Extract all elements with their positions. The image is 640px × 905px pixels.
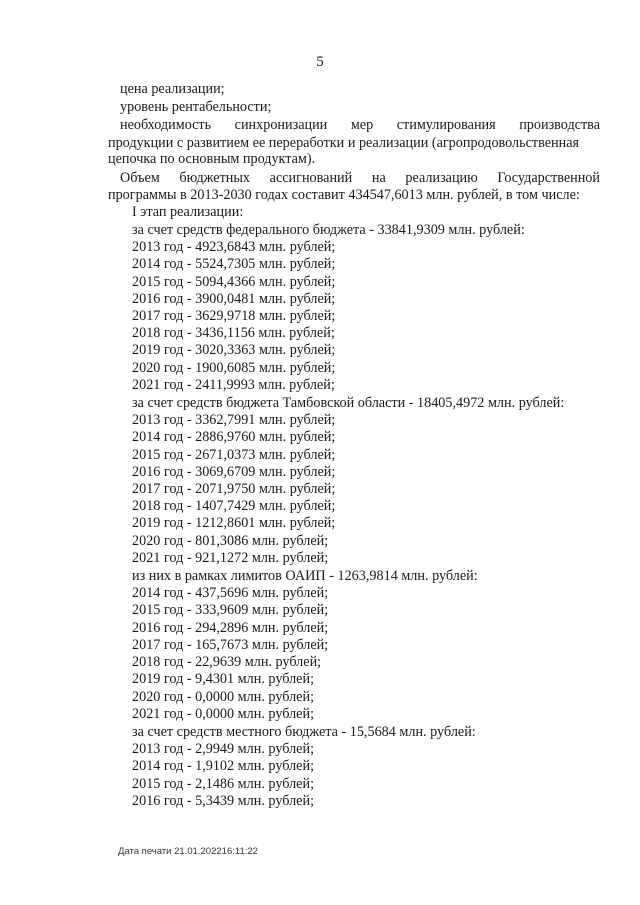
intro-line: цена реализации; xyxy=(120,81,225,97)
paragraph-line: продукции с развитием ее переработки и реализации (агропродовольственная xyxy=(108,134,580,151)
paragraph-line: необходимость синхронизации мер стимулирования производства xyxy=(120,117,600,134)
oaip-year-item: 2014 год - 437,5696 млн. рублей; xyxy=(132,585,329,602)
oaip-year-list xyxy=(108,585,600,723)
paragraph-line: Объем бюджетных ассигнований на реализацию Государственной xyxy=(120,169,600,186)
local-year-item: 2014 год - 1,9102 млн. рублей; xyxy=(132,758,315,775)
regional-year-item: 2016 год - 3069,6709 млн. рублей; xyxy=(132,463,336,480)
regional-year-item: 2019 год - 1212,8601 млн. рублей; xyxy=(132,515,336,532)
federal-year-item: 2014 год - 5524,7305 млн. рублей; xyxy=(132,256,336,273)
paragraph-line: цепочка по основным продуктам). xyxy=(108,150,316,167)
oaip-year-item: 2020 год - 0,0000 млн. рублей; xyxy=(132,688,315,705)
local-year-item: 2015 год - 2,1486 млн. рублей; xyxy=(132,775,315,792)
local-year-list xyxy=(108,741,600,810)
intro-line: уровень рентабельности; xyxy=(120,99,272,116)
regional-year-item: 2014 год - 2886,9760 млн. рублей; xyxy=(132,429,336,446)
federal-year-item: 2020 год - 1900,6085 млн. рублей; xyxy=(132,359,336,376)
federal-year-item: 2021 год - 2411,9993 млн. рублей; xyxy=(132,376,335,393)
print-date-footer: Дата печати 21.01.202216:11:22 xyxy=(118,846,258,857)
oaip-heading: из них в рамках лимитов ОАИП - 1263,9814 млн. рублей: xyxy=(132,568,478,585)
regional-year-list xyxy=(108,412,600,567)
regional-year-item: 2017 год - 2071,9750 млн. рублей; xyxy=(132,481,336,498)
federal-year-item: 2013 год - 4923,6843 млн. рублей; xyxy=(132,239,336,256)
budget-paragraph xyxy=(108,169,600,203)
stage-title: I этап реализации: xyxy=(132,203,244,220)
document-body xyxy=(108,80,600,810)
oaip-year-item: 2018 год - 22,9639 млн. рублей; xyxy=(132,654,322,671)
federal-year-item: 2016 год - 3900,0481 млн. рублей; xyxy=(132,290,336,307)
regional-year-item: 2018 год - 1407,7429 млн. рублей; xyxy=(132,498,336,515)
page-number: 5 xyxy=(316,54,324,70)
federal-year-item: 2017 год - 3629,9718 млн. рублей; xyxy=(132,308,336,325)
local-heading: за счет средств местного бюджета - 15,5684 млн. рублей: xyxy=(132,723,476,740)
oaip-year-item: 2015 год - 333,9609 млн. рублей; xyxy=(132,602,329,619)
paragraph-line: программы в 2013-2030 годах составит 434547,6013 млн. рублей, в том числе: xyxy=(108,186,580,203)
oaip-year-item: 2016 год - 294,2896 млн. рублей; xyxy=(132,619,329,636)
federal-year-list xyxy=(108,239,600,394)
oaip-year-item: 2019 год - 9,4301 млн. рублей; xyxy=(132,671,315,688)
local-year-item: 2016 год - 5,3439 млн. рублей; xyxy=(132,792,315,809)
sync-paragraph xyxy=(108,116,600,166)
regional-year-item: 2020 год - 801,3086 млн. рублей; xyxy=(132,532,329,549)
oaip-year-item: 2017 год - 165,7673 млн. рублей; xyxy=(132,636,329,653)
regional-year-item: 2015 год - 2671,0373 млн. рублей; xyxy=(132,446,336,463)
regional-year-item: 2021 год - 921,1272 млн. рублей; xyxy=(132,549,329,566)
federal-year-item: 2019 год - 3020,3363 млн. рублей; xyxy=(132,342,336,359)
federal-heading: за счет средств федерального бюджета - 33841,9309 млн. рублей: xyxy=(132,222,525,239)
regional-heading: за счет средств бюджета Тамбовской области - 18405,4972 млн. рублей: xyxy=(132,395,565,412)
federal-year-item: 2015 год - 5094,4366 млн. рублей; xyxy=(132,273,336,290)
local-year-item: 2013 год - 2,9949 млн. рублей; xyxy=(132,741,315,758)
oaip-year-item: 2021 год - 0,0000 млн. рублей; xyxy=(132,705,315,722)
regional-year-item: 2013 год - 3362,7991 млн. рублей; xyxy=(132,412,336,429)
federal-year-item: 2018 год - 3436,1156 млн. рублей; xyxy=(132,325,335,342)
